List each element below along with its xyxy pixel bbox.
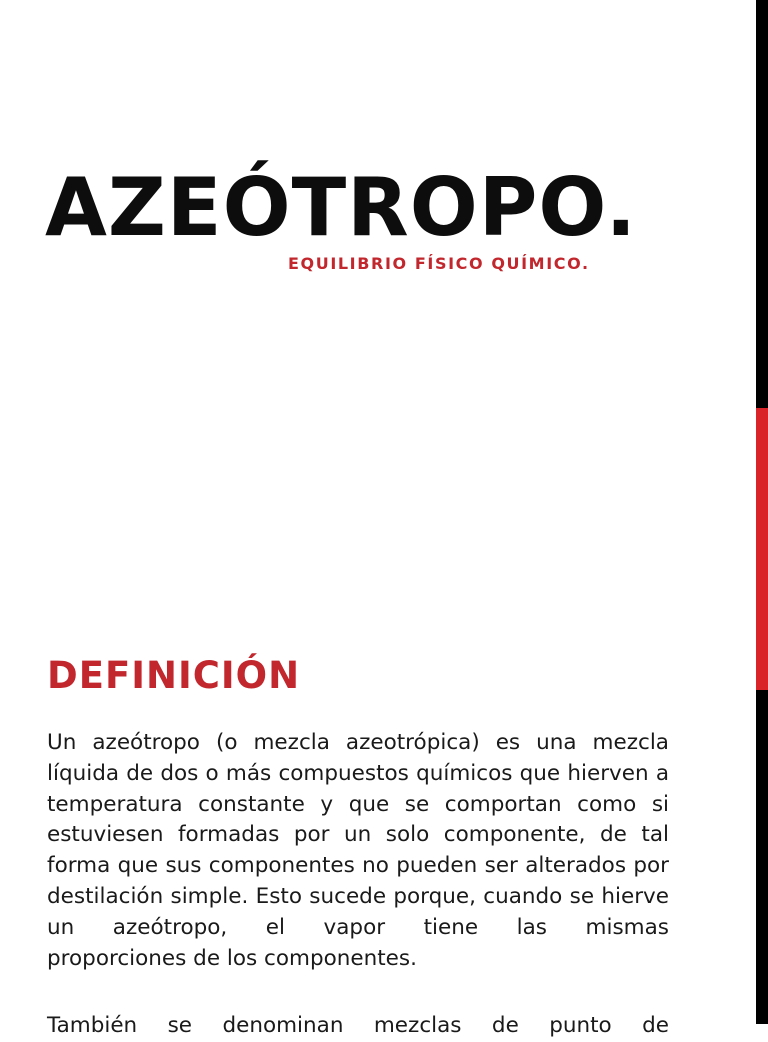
- definition-text: Un azeótropo (o mezcla azeotrópica) es una mezcla líquida de dos o más compuestos químicos que hierven a temperatura constante y que se comportan como si estuviesen formadas por un solo componente, de tal forma que sus componentes no pueden ser alterados por destilación simple. Esto sucede porque, cuando se hierve un azeótropo, el vapor tiene las mismas: [47, 730, 669, 940]
- slide-subtitle: EQUILIBRIO FÍSICO QUÍMICO.: [288, 254, 590, 273]
- definition-paragraph: [47, 728, 669, 974]
- sidebar-red-bar: [756, 615, 768, 690]
- section-heading: DEFINICIÓN: [47, 654, 301, 697]
- sidebar-red-bar: [756, 408, 768, 615]
- slide-title: AZEÓTROPO.: [45, 161, 638, 254]
- sidebar-black-bar: [756, 0, 768, 408]
- sidebar-black-bar: [756, 690, 768, 1024]
- definition-slide: [0, 615, 768, 1038]
- continuation-paragraph: También se denominan mezclas de punto de: [47, 1013, 669, 1038]
- definition-last-line: proporciones de los componentes.: [47, 945, 417, 971]
